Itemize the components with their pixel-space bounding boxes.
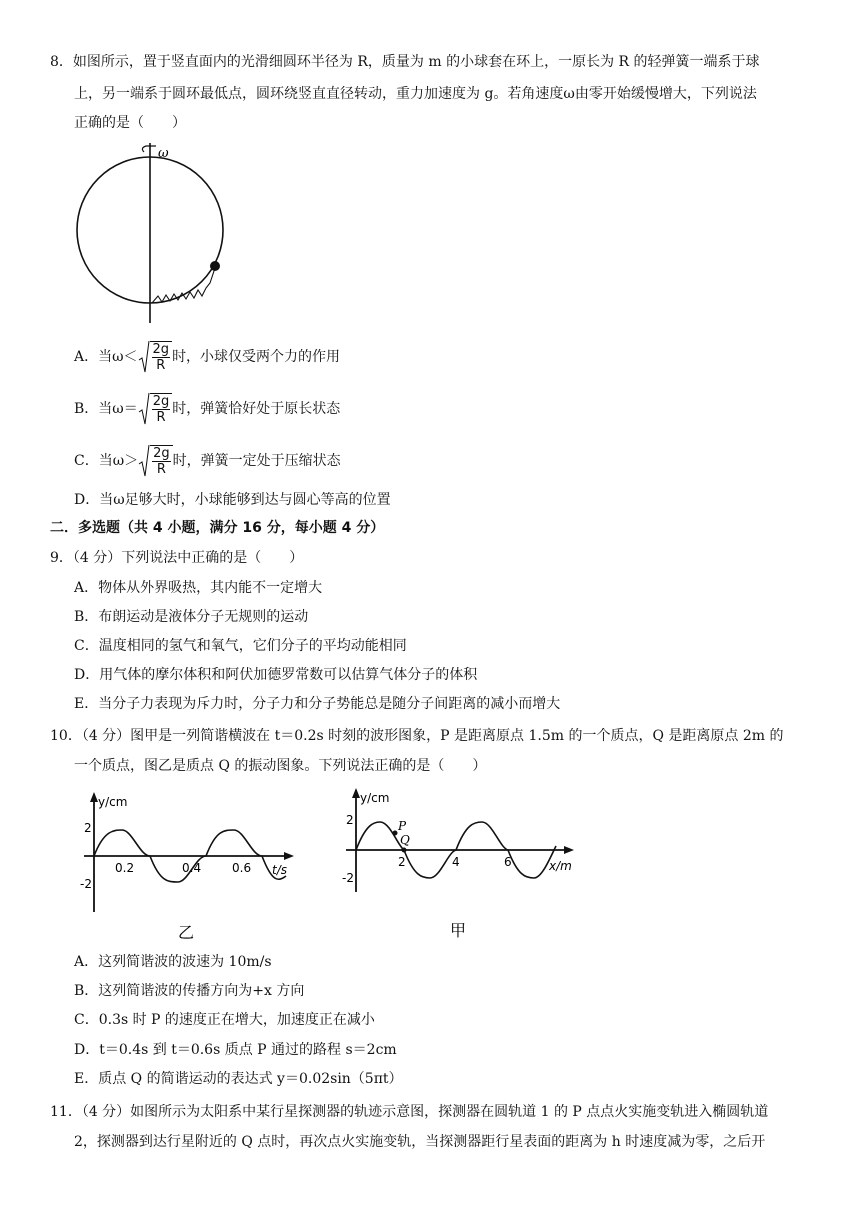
fraction-numerator: 2g: [153, 446, 170, 461]
point-p-marker: [393, 831, 398, 836]
q8-option-c: [74, 444, 341, 478]
q10-stem-line1: 10．（4 分）图甲是一列简谐横波在 t＝0.2s 时刻的波形图象，P 是距离原点 1.5m 的一个质点，Q 是距离原点 2m 的: [50, 728, 784, 744]
point-p-label: P: [398, 819, 407, 833]
q10-option-b: B．这列简谐波的传播方向为+x 方向: [74, 983, 305, 999]
y-axis-label: y/cm: [98, 795, 128, 809]
q10-option-e: E．质点 Q 的简谐运动的表达式 y＝0.02sin（5πt）: [74, 1071, 403, 1087]
q10-option-d: D．t＝0.4s 到 t＝0.6s 质点 P 通过的路程 s＝2cm: [74, 1042, 397, 1058]
omega-label: ω: [158, 146, 169, 161]
x-tick-0-2: 0.2: [115, 861, 135, 875]
figure-caption-yi: 乙: [178, 923, 195, 942]
q9-stem: 9．（4 分）下列说法中正确的是（ ）: [50, 550, 304, 566]
sqrt-icon: [138, 444, 150, 478]
q8-option-c-pre: C．当ω＞: [74, 453, 139, 469]
y-axis-arrow-icon: [352, 788, 360, 798]
q9-option-e: E．当分子力表现为斥力时，分子力和分子势能总是随分子间距离的减小而增大: [74, 696, 561, 712]
x-axis-label: x/m: [549, 859, 572, 873]
fraction-denominator: R: [156, 358, 166, 373]
y-axis-label: y/cm: [360, 791, 390, 805]
fraction: [150, 445, 173, 477]
q9-option-a: A．物体从外界吸热，其内能不一定增大: [74, 580, 323, 596]
q8-option-b-pre: B．当ω＝: [74, 401, 138, 417]
q8-stem-line3: 正确的是（ ）: [74, 115, 186, 131]
q8-option-b: [74, 392, 340, 426]
sqrt-icon: [138, 392, 150, 426]
x-axis-arrow-icon: [284, 852, 294, 860]
y-tick-neg2: -2: [80, 877, 92, 891]
q8-option-a-post: 时，小球仅受两个力的作用: [172, 349, 341, 365]
fraction-denominator: R: [156, 410, 166, 425]
y-tick-2: 2: [346, 813, 354, 827]
fraction-numerator: 2g: [152, 342, 170, 357]
x-axis-arrow-icon: [564, 846, 574, 854]
q8-ring-figure: [70, 140, 230, 325]
q9-option-b: B．布朗运动是液体分子无规则的运动: [74, 609, 309, 625]
x-tick-2: 2: [398, 855, 406, 869]
q10-option-c: C．0.3s 时 P 的速度正在增大，加速度正在减小: [74, 1012, 375, 1028]
ball: [210, 261, 220, 271]
y-tick-2: 2: [84, 821, 92, 835]
x-tick-6: 6: [504, 855, 512, 869]
point-q-marker: [402, 848, 407, 853]
q10-option-a: A．这列简谐波的波速为 10m/s: [74, 954, 272, 970]
sqrt-icon: [138, 340, 150, 374]
x-tick-0-4: 0.4: [182, 861, 202, 875]
q10-figure-yi: [82, 790, 302, 950]
q8-option-b-post: 时，弹簧恰好处于原长状态: [172, 401, 341, 417]
q8-stem-line2: 上，另一端系于圆环最低点，圆环绕竖直直径转动，重力加速度为 g。若角速度ω由零开始缓慢增大，下列说法: [74, 86, 757, 102]
q8-option-c-post: 时，弹簧一定处于压缩状态: [172, 453, 341, 469]
fraction: [150, 341, 173, 373]
x-tick-4: 4: [452, 855, 460, 869]
figure-caption-jia: 甲: [450, 921, 467, 940]
spring: [152, 268, 215, 303]
q9-option-d: D．用气体的摩尔体积和阿伏加德罗常数可以估算气体分子的体积: [74, 667, 478, 683]
point-q-label: Q: [400, 833, 410, 847]
q8-stem-line1: 8．如图所示，置于竖直面内的光滑细圆环半径为 R，质量为 m 的小球套在环上，一原长为 R 的轻弹簧一端系于球: [50, 54, 760, 70]
q11-stem-line2: 2，探测器到达行星附近的 Q 点时，再次点火实施变轨，当探测器距行星表面的距离为 h 时速度减为零，之后开: [74, 1134, 766, 1150]
q8-option-a-pre: A．当ω＜: [74, 349, 138, 365]
y-tick-neg2: -2: [342, 871, 354, 885]
q10-figure-jia: [344, 786, 584, 946]
fraction-numerator: 2g: [152, 394, 170, 409]
fraction-denominator: R: [156, 462, 166, 477]
x-axis-label: t/s: [272, 863, 287, 877]
q11-stem-line1: 11．（4 分）如图所示为太阳系中某行星探测器的轨迹示意图，探测器在圆轨道 1 的 P 点点火实施变轨进入椭圆轨道: [50, 1104, 769, 1120]
q8-option-a: [74, 340, 340, 374]
q9-option-c: C．温度相同的氢气和氧气，它们分子的平均动能相同: [74, 638, 407, 654]
x-tick-0-6: 0.6: [232, 861, 252, 875]
y-axis-arrow-icon: [90, 792, 98, 802]
q8-option-d: D．当ω足够大时，小球能够到达与圆心等高的位置: [74, 492, 391, 508]
q10-stem-line2: 一个质点，图乙是质点 Q 的振动图象。下列说法正确的是（ ）: [74, 758, 487, 774]
fraction: [150, 393, 173, 425]
section-heading: 二．多选题（共 4 小题，满分 16 分，每小题 4 分）: [50, 520, 385, 536]
